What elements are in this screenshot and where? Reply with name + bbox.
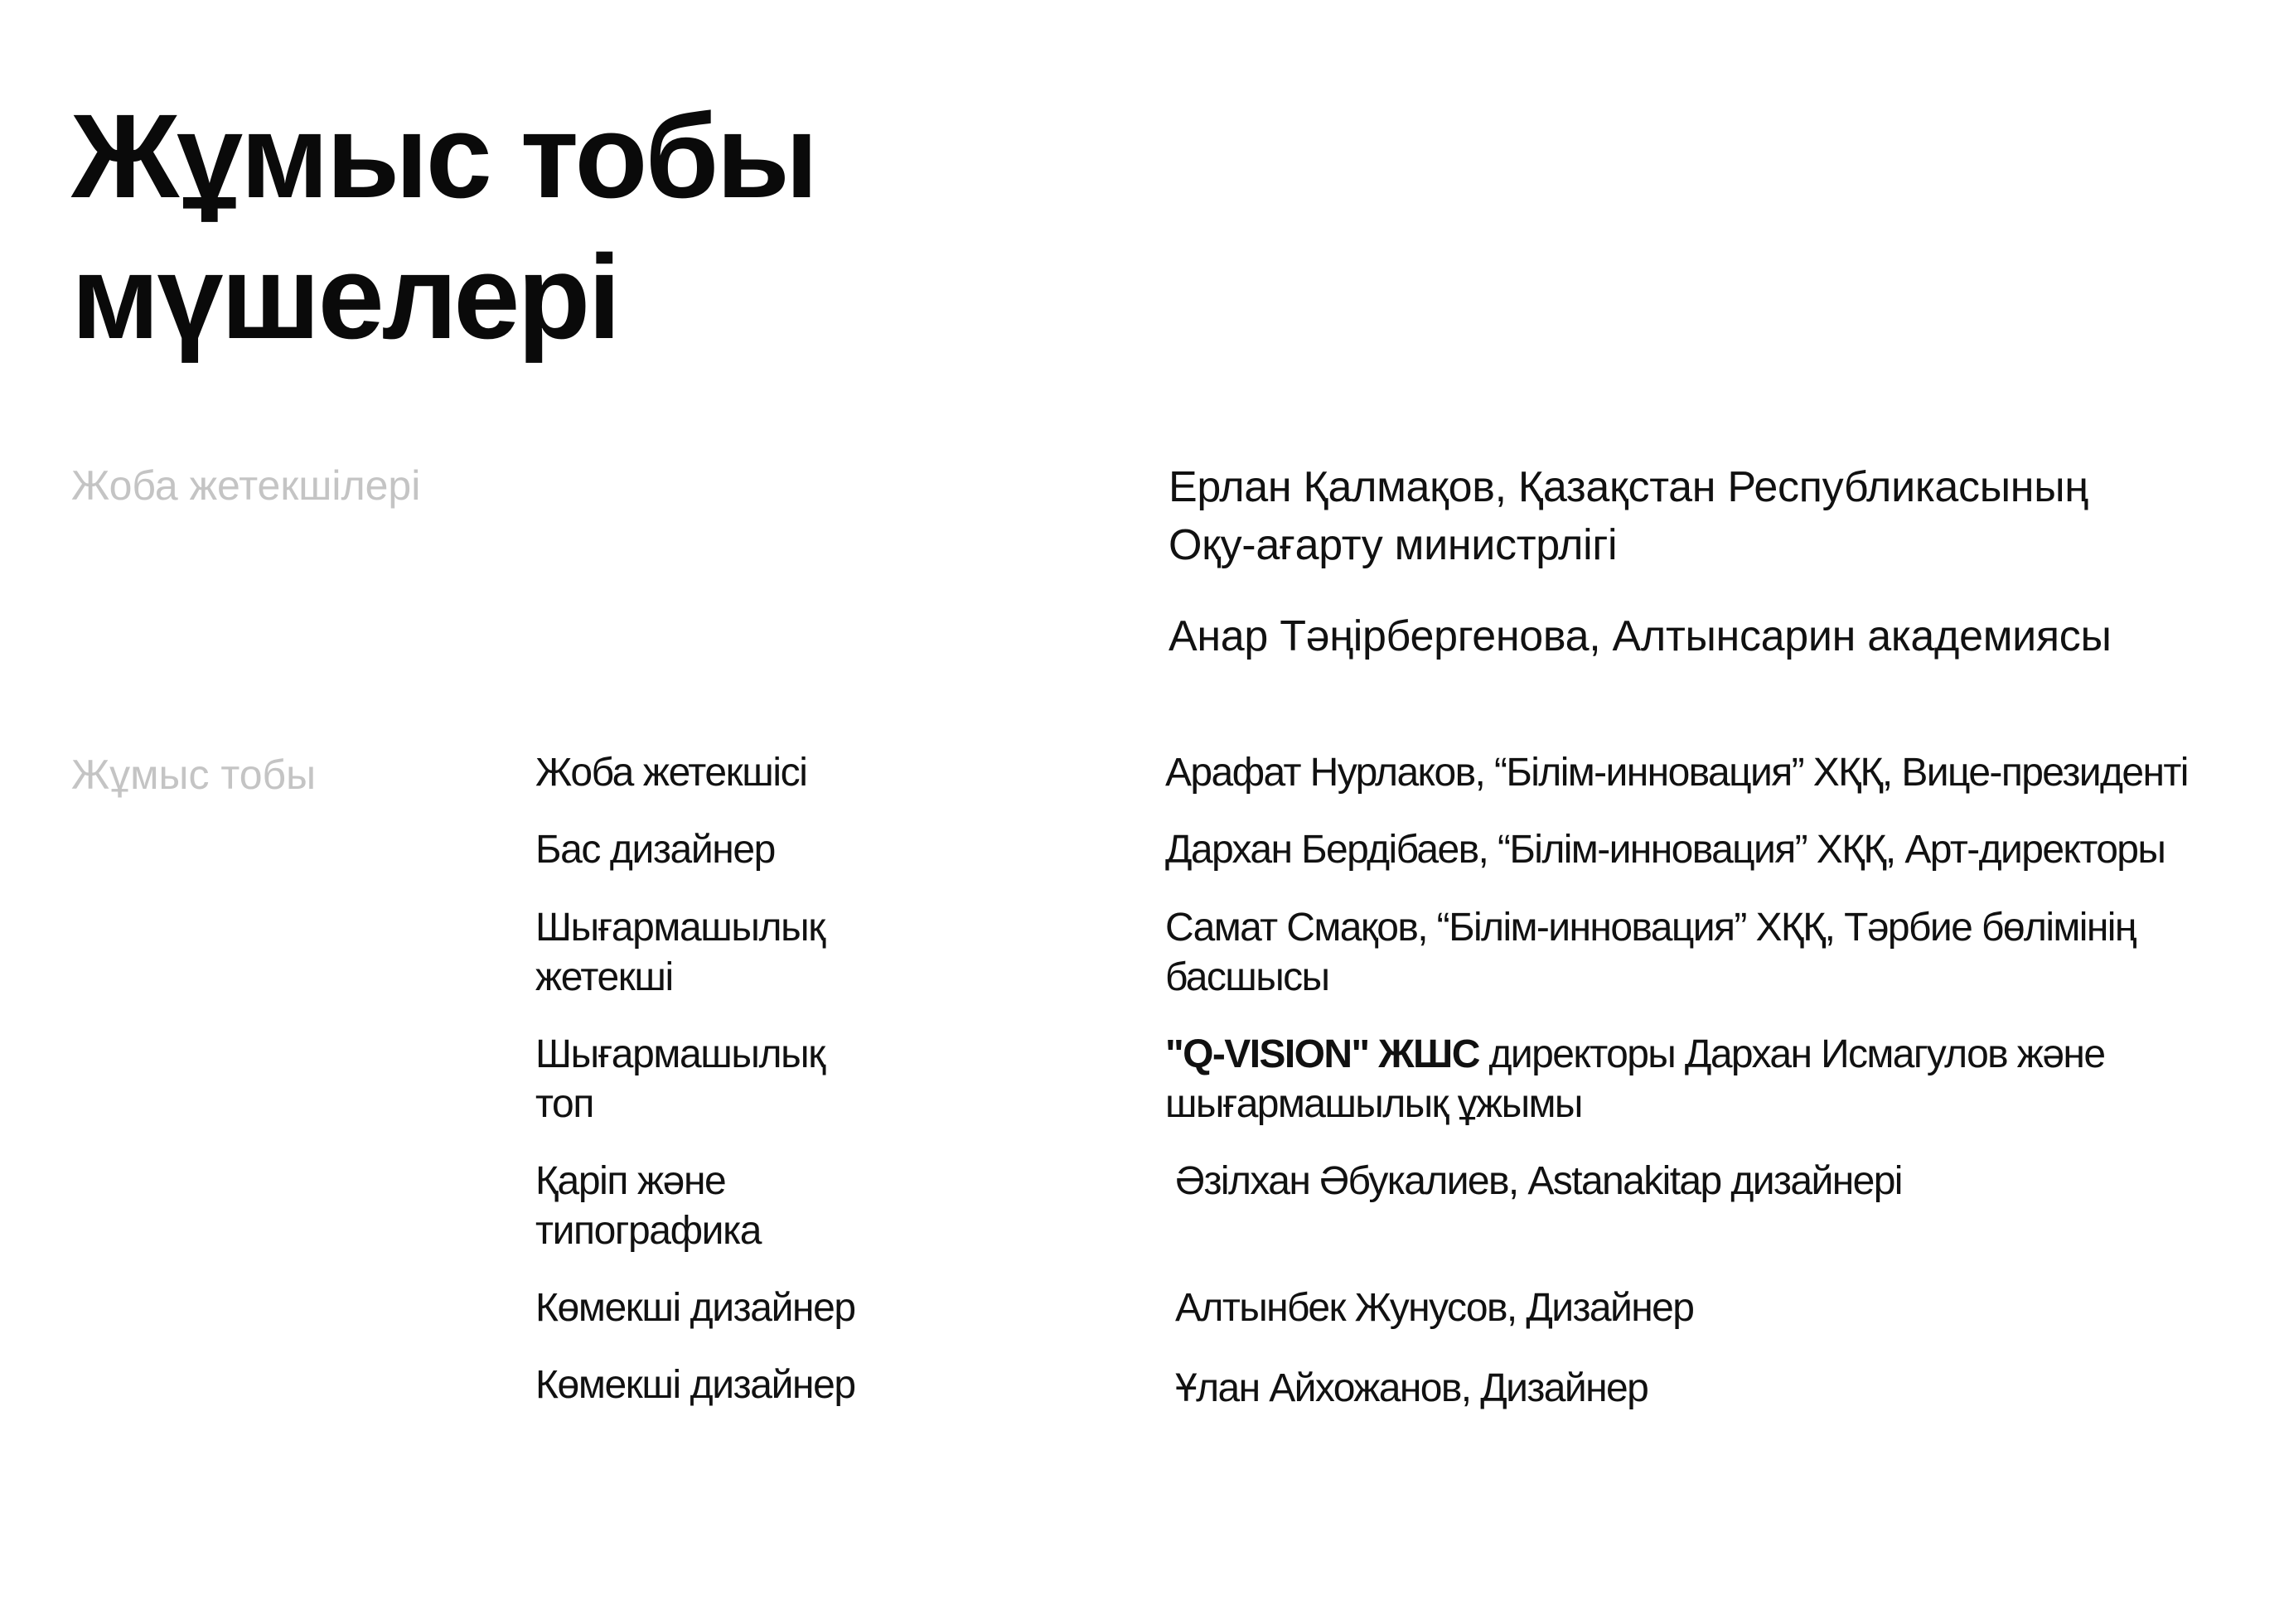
team-role-line-1: Бас дизайнер bbox=[535, 828, 775, 872]
team-member-line-1: Арафат Нурлаков, “Білім-инновация” ХҚҚ, Вице-президенті bbox=[1165, 751, 2188, 795]
leader-name-line-1: Ерлан Қалмақов, Қазақстан Республикасының bbox=[1169, 463, 2088, 511]
page-title-line-2: мүшелері bbox=[71, 230, 619, 364]
team-role-line-2: жетекші bbox=[535, 955, 673, 999]
team-member bbox=[1175, 1157, 2277, 1206]
team-role bbox=[535, 748, 925, 798]
team-member-line-1: Дархан Бердібаев, “Білім-инновация” ХҚҚ, Арт-директоры bbox=[1165, 828, 2165, 872]
team-member-line-1: директоры Дархан Исмагулов және bbox=[1478, 1032, 2105, 1076]
leader-item bbox=[1169, 607, 2246, 665]
team-member bbox=[1165, 903, 2267, 1003]
team-role-line-1: Қаріп және bbox=[535, 1159, 726, 1203]
team-role bbox=[535, 1283, 925, 1333]
company-name: "Q-VISION" ЖШС bbox=[1165, 1032, 1479, 1076]
team-member-line-2: шығармашылық ұжымы bbox=[1165, 1082, 1582, 1126]
leader-name-line-1: Анар Тәңірбергенова, Алтынсарин академиясы bbox=[1169, 612, 2112, 660]
team-role bbox=[535, 1361, 925, 1410]
team-role-line-1: Шығармашылық bbox=[535, 906, 825, 950]
team-member bbox=[1165, 748, 2267, 798]
team-role-line-1: Көмекші дизайнер bbox=[535, 1286, 855, 1330]
team-section-label: Жұмыс тобы bbox=[71, 752, 317, 798]
leaders-section-label: Жоба жетекшілері bbox=[71, 462, 421, 509]
team-member bbox=[1165, 825, 2267, 875]
team-member-line-1: Самат Смақов, “Білім-инновация” ХҚҚ, Тәрбие бөлімінің bbox=[1165, 906, 2136, 950]
team-role-line-1: Жоба жетекшісі bbox=[535, 751, 807, 795]
team-member-line-1: Ұлан Айхожанов, Дизайнер bbox=[1175, 1366, 1648, 1410]
team-member bbox=[1165, 1030, 2267, 1129]
team-role-line-2: типографика bbox=[535, 1209, 762, 1253]
leaders-list bbox=[1169, 458, 2246, 698]
team-role bbox=[535, 1030, 925, 1129]
leader-name-line-2: Оқу-ағарту министрлігі bbox=[1169, 521, 1618, 569]
team-role-line-2: топ bbox=[535, 1082, 593, 1126]
team-member-line-1: Әзілхан Әбукалиев, Astanakitap дизайнері bbox=[1175, 1159, 1902, 1203]
team-role bbox=[535, 825, 925, 875]
team-member bbox=[1175, 1364, 2277, 1414]
page-title bbox=[71, 86, 815, 368]
team-role bbox=[535, 903, 925, 1003]
team-member-line-1: Алтынбек Жунусов, Дизайнер bbox=[1175, 1286, 1694, 1330]
team-member-line-2: басшысы bbox=[1165, 955, 1329, 999]
leader-item bbox=[1169, 458, 2246, 574]
team-member bbox=[1175, 1283, 2277, 1333]
page-title-line-1: Жұмыс тобы bbox=[71, 89, 816, 223]
team-role bbox=[535, 1157, 925, 1256]
team-role-line-1: Шығармашылық bbox=[535, 1032, 825, 1076]
team-role-line-1: Көмекші дизайнер bbox=[535, 1363, 855, 1407]
